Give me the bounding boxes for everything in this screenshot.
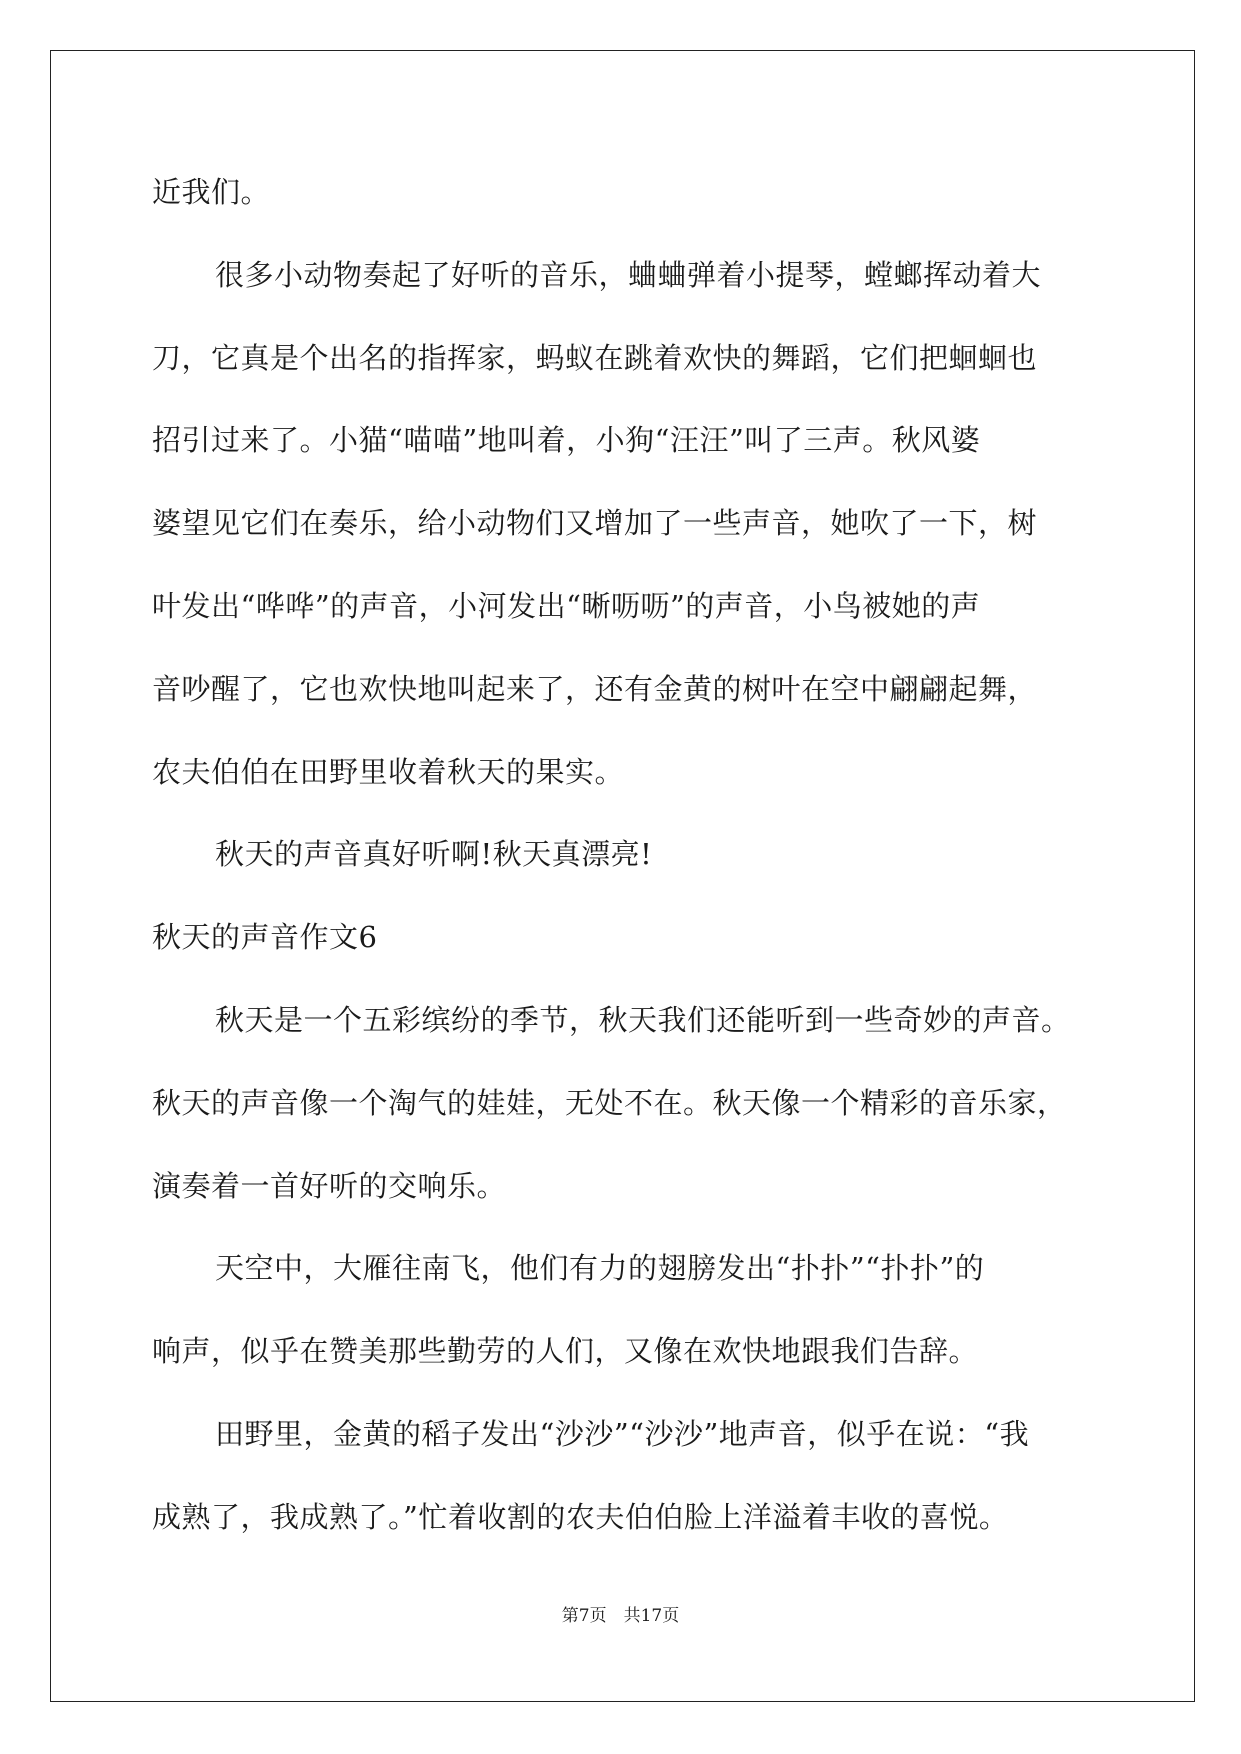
text-line: 近我们。 [152, 175, 271, 209]
section-heading: 秋天的声音作文6 [152, 920, 378, 954]
text-line: 农夫伯伯在田野里收着秋天的果实。 [152, 755, 625, 789]
text-line: 秋天的声音像一个淘气的娃娃，无处不在。秋天像一个精彩的音乐家， [152, 1086, 1067, 1120]
text-line: 天空中，大雁往南飞，他们有力的翅膀发出“扑扑”“扑扑”的 [215, 1251, 985, 1285]
text-line: 很多小动物奏起了好听的音乐，蛐蛐弹着小提琴，螳螂挥动着大 [215, 258, 1042, 292]
text-line: 秋天是一个五彩缤纷的季节，秋天我们还能听到一些奇妙的声音。 [215, 1003, 1071, 1037]
text-line: 成熟了，我成熟了。”忙着收割的农夫伯伯脸上洋溢着丰收的喜悦。 [152, 1500, 1009, 1534]
text-line: 婆望见它们在奏乐，给小动物们又增加了一些声音，她吹了一下，树 [152, 506, 1038, 540]
text-line: 音吵醒了，它也欢快地叫起来了，还有金黄的树叶在空中翩翩起舞， [152, 672, 1038, 706]
text-line: 演奏着一首好听的交响乐。 [152, 1169, 507, 1203]
text-line: 响声，似乎在赞美那些勤劳的人们，又像在欢快地跟我们告辞。 [152, 1334, 979, 1368]
text-line: 叶发出“哗哗”的声音，小河发出“晰呖呖”的声音，小鸟被她的声 [152, 589, 981, 623]
text-line: 秋天的声音真好听啊!秋天真漂亮! [215, 837, 653, 871]
text-line: 田野里，金黄的稻子发出“沙沙”“沙沙”地声音，似乎在说：“我 [215, 1417, 1030, 1451]
text-line: 招引过来了。小猫“喵喵”地叫着，小狗“汪汪”叫了三声。秋风婆 [152, 423, 981, 457]
page-border [50, 50, 1195, 1702]
page-number-footer: 第7页 共17页 [561, 1606, 680, 1626]
text-line: 刀，它真是个出名的指挥家，蚂蚁在跳着欢快的舞蹈，它们把蛔蛔也 [152, 341, 1038, 375]
